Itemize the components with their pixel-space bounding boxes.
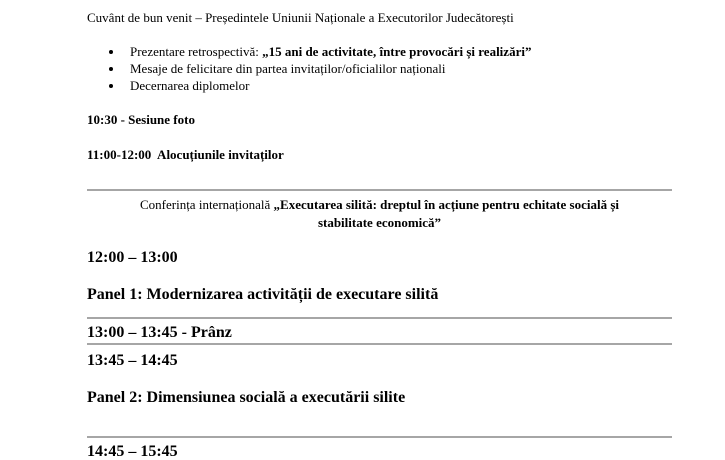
photo-session-line: 10:30 - Sesiune foto (87, 112, 195, 127)
bullet-icon (109, 50, 113, 54)
conference-name-part-1: „Executarea silită: dreptul în acțiune pentru echitate socială și (273, 197, 619, 212)
speeches-line: 11:00-12:00 Alocuțiunile invitaților (87, 147, 284, 162)
bullet-item-diplomas (0, 78, 725, 95)
section-divider (87, 343, 672, 345)
bullet-item-greetings (0, 61, 725, 78)
welcome-line: Cuvânt de bun venit – Președintele Uniunii Naționale a Executorilor Judecătorești (87, 10, 514, 25)
conference-title-line-1 (87, 196, 672, 214)
bullet-quote: „15 ani de activitate, între provocări și realizări” (262, 44, 532, 59)
session-1-time: 12:00 – 13:00 (87, 249, 178, 266)
lunch-line: 13:00 – 13:45 - Prânz (87, 324, 232, 341)
session-2-time: 13:45 – 14:45 (87, 352, 178, 369)
bullet-icon (109, 67, 113, 71)
bullet-label: Prezentare retrospectivă: (130, 44, 263, 59)
conference-title-line-2: stabilitate economică” (317, 215, 442, 230)
conference-title (87, 196, 672, 232)
section-divider (87, 189, 672, 191)
panel-2-title: Panel 2: Dimensiunea socială a executării silite (87, 389, 406, 406)
section-divider (87, 317, 672, 319)
bullet-text: Decernarea diplomelor (130, 78, 250, 93)
bullet-icon (109, 84, 113, 88)
bullet-text (130, 44, 531, 60)
section-divider (87, 436, 672, 438)
session-3-time: 14:45 – 15:45 (87, 443, 178, 460)
bullet-text: Mesaje de felicitare din partea invitaților/oficialilor naționali (130, 61, 446, 76)
bullet-item-retrospective (0, 44, 725, 61)
panel-1-title: Panel 1: Modernizarea activității de executare silită (87, 286, 439, 303)
conference-prefix: Conferința internațională (139, 197, 274, 212)
